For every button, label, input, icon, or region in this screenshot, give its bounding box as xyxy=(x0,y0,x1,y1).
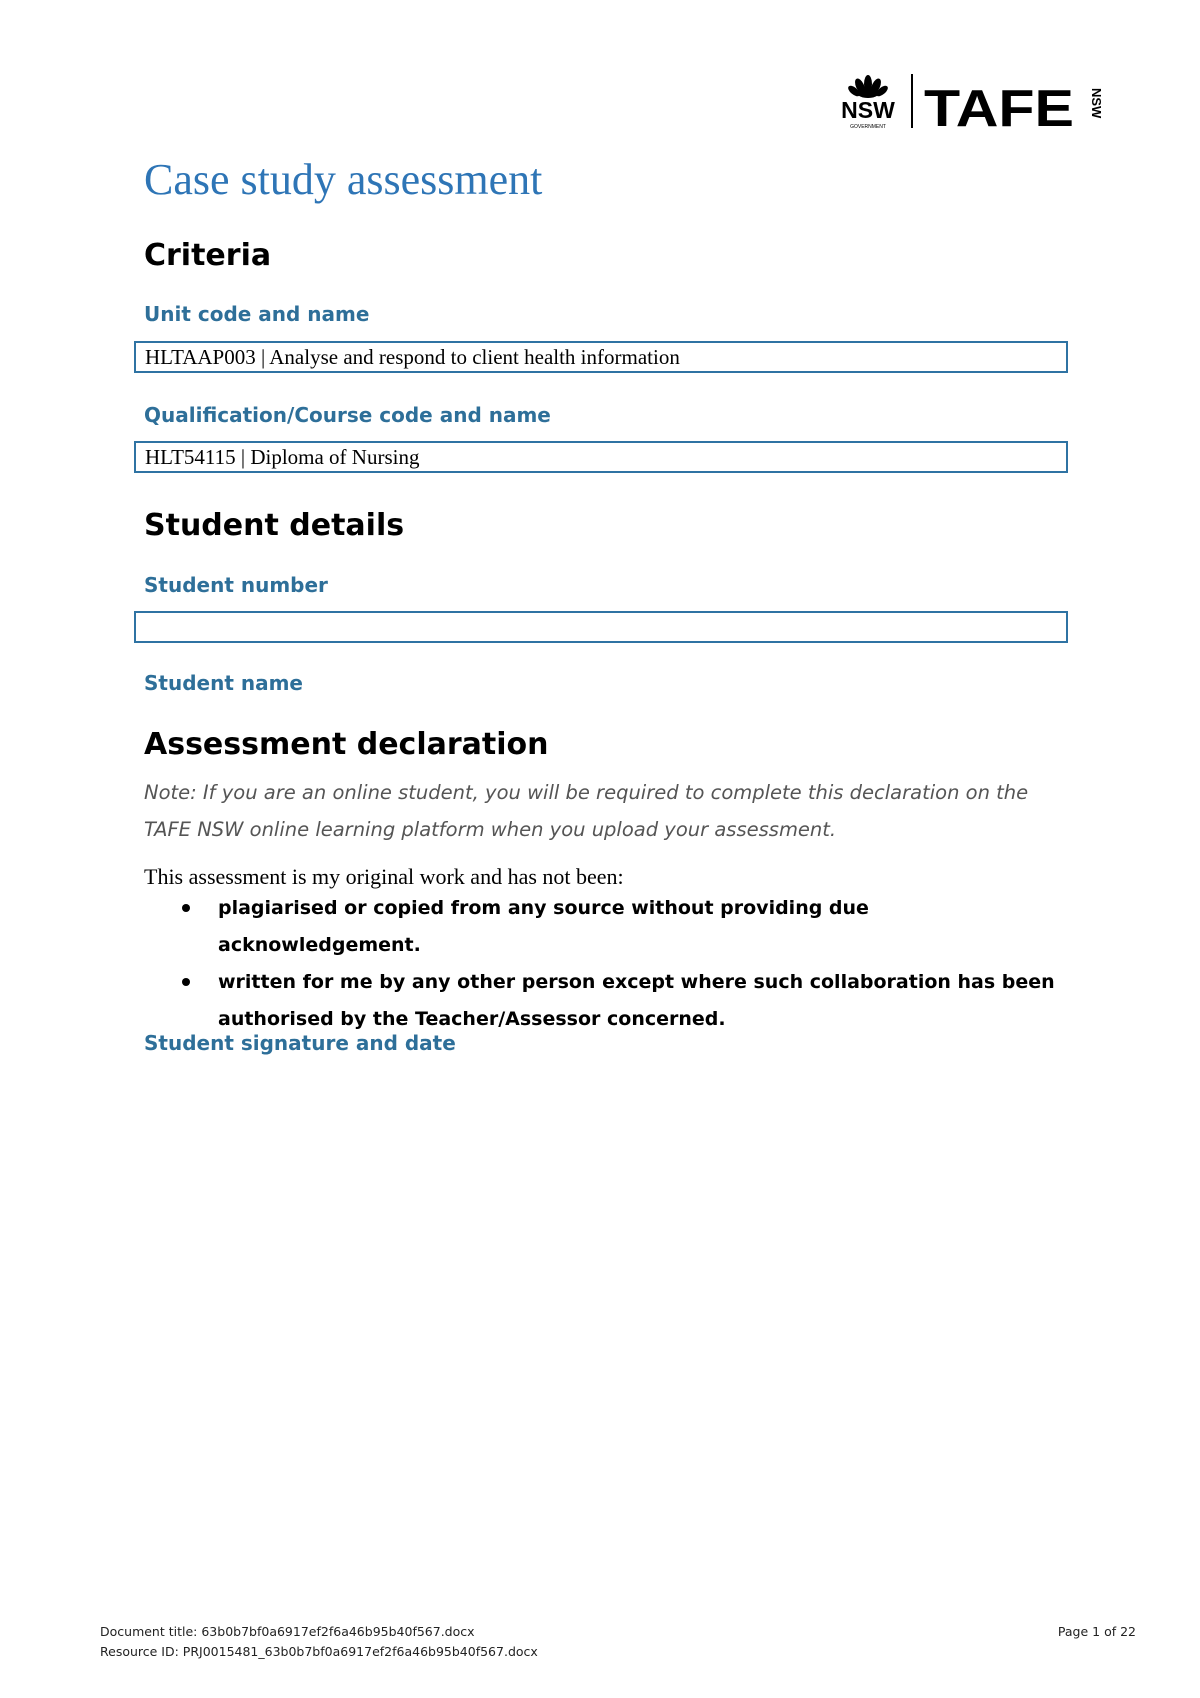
unit-code-label: Unit code and name xyxy=(144,302,370,326)
footer-resource-row xyxy=(100,1643,1136,1661)
footer-page-number: Page 1 of 22 xyxy=(1057,1624,1136,1639)
nsw-logo-text: NSW xyxy=(841,97,895,123)
tafe-nsw-logo xyxy=(830,68,1104,138)
student-details-heading: Student details xyxy=(144,508,405,543)
unit-code-field[interactable]: HLTAAP003 | Analyse and respond to client health information xyxy=(134,341,1068,373)
assessment-declaration-heading: Assessment declaration xyxy=(144,727,549,762)
student-name-label: Student name xyxy=(144,671,303,695)
declaration-list xyxy=(144,890,1064,1038)
declaration-item-text: plagiarised or copied from any source without providing due acknowledgement. xyxy=(218,897,869,956)
tafe-logo-text: TAFE xyxy=(924,80,1074,138)
footer-document-title-row xyxy=(100,1623,1136,1641)
logo-divider xyxy=(911,74,913,128)
student-signature-label: Student signature and date xyxy=(144,1031,456,1055)
declaration-item xyxy=(144,890,1064,964)
student-number-field[interactable] xyxy=(134,611,1068,643)
qualification-label: Qualification/Course code and name xyxy=(144,403,551,427)
declaration-note: Note: If you are an online student, you will be required to complete this declaration on the TAFE NSW online learning platform when you upload your assessment. xyxy=(144,781,1029,841)
student-number-label: Student number xyxy=(144,573,328,597)
document-title: Case study assessment xyxy=(144,155,543,204)
tafe-nsw-side-text: NSW xyxy=(1089,88,1104,119)
footer-document-title: Document title: 63b0b7bf0a6917ef2f6a46b95b40f567.docx xyxy=(100,1624,475,1639)
nsw-government-text: GOVERNMENT xyxy=(850,124,886,130)
declaration-item xyxy=(144,964,1064,1038)
footer-resource-id: Resource ID: PRJ0015481_63b0b7bf0a6917ef2f6a46b95b40f567.docx xyxy=(100,1644,538,1659)
qualification-field[interactable]: HLT54115 | Diploma of Nursing xyxy=(134,441,1068,473)
declaration-item-text: written for me by any other person except where such collaboration has been authorised by the Teacher/Assessor concerned. xyxy=(218,971,1055,1030)
waratah-icon xyxy=(846,75,889,98)
criteria-heading: Criteria xyxy=(144,238,272,273)
declaration-statement: This assessment is my original work and has not been: xyxy=(144,864,624,889)
bullet-icon xyxy=(182,978,190,986)
bullet-icon xyxy=(182,904,190,912)
